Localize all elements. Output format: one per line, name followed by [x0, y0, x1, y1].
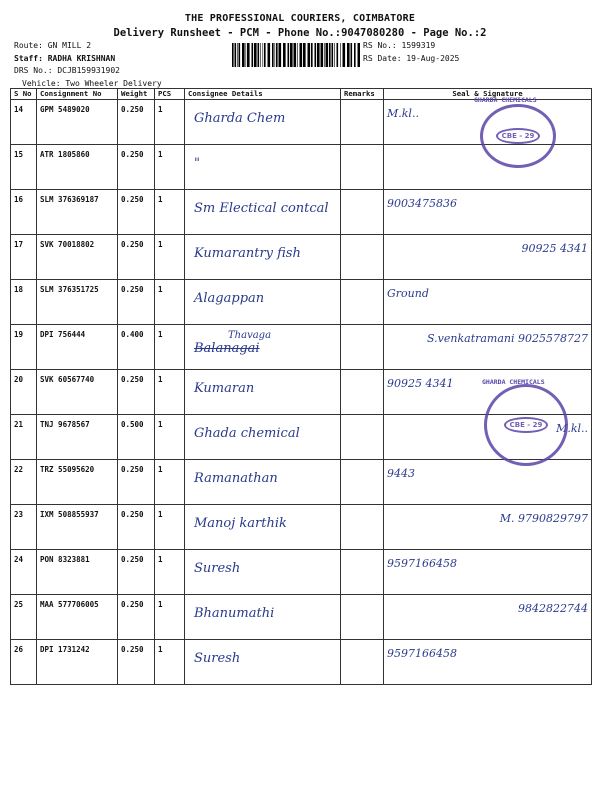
row-signature — [384, 460, 592, 505]
consignee-name: Ramanathan — [194, 471, 278, 486]
barcode-bar — [276, 43, 278, 67]
row-pcs: 1 — [155, 325, 185, 370]
row-consignment-no: DPI 756444 — [37, 325, 118, 370]
col-remarks: Remarks — [341, 89, 384, 100]
barcode-bar — [290, 43, 293, 67]
barcode-bar — [354, 43, 356, 67]
row-pcs: 1 — [155, 370, 185, 415]
row-remarks — [341, 280, 384, 325]
consignee-name: Ghada chemical — [194, 426, 300, 441]
row-consignment-no: IXM 508855937 — [37, 505, 118, 550]
table-row — [11, 280, 592, 325]
row-consignment-no: TRZ 55095620 — [37, 460, 118, 505]
signature-mark: 90925 4341 — [521, 242, 588, 255]
row-pcs: 1 — [155, 460, 185, 505]
row-remarks — [341, 595, 384, 640]
barcode-bar — [347, 43, 350, 67]
barcode-bar — [263, 43, 264, 67]
row-sno: 20 — [11, 370, 37, 415]
row-consignee — [185, 100, 341, 145]
barcode-bar — [326, 43, 329, 67]
row-remarks — [341, 415, 384, 460]
col-weight: Weight — [118, 89, 155, 100]
row-consignee — [185, 325, 341, 370]
row-weight: 0.250 — [118, 280, 155, 325]
row-consignment-no: MAA 577706005 — [37, 595, 118, 640]
row-pcs: 1 — [155, 280, 185, 325]
staff-label: Staff: RADHA KRISHNAN — [14, 53, 116, 63]
row-weight: 0.250 — [118, 190, 155, 235]
row-consignment-no: ATR 1805860 — [37, 145, 118, 190]
row-remarks — [341, 325, 384, 370]
consignee-struck-name: Balanagai — [194, 341, 260, 356]
table-row — [11, 550, 592, 595]
row-remarks — [341, 235, 384, 280]
rs-number: RS No.: 1599319 — [363, 41, 436, 50]
barcode-bar — [275, 43, 276, 67]
runsheet-title: Delivery Runsheet - PCM - Phone No.:9047080280 - Page No.:2 — [113, 27, 487, 39]
row-pcs: 1 — [155, 145, 185, 190]
meta-left — [14, 40, 162, 90]
col-sno: S No — [11, 89, 37, 100]
table-row — [11, 595, 592, 640]
barcode-bar — [297, 43, 298, 67]
row-consignee — [185, 595, 341, 640]
barcode-bar — [337, 43, 339, 67]
row-sno: 18 — [11, 280, 37, 325]
table-row — [11, 325, 592, 370]
signature-mark: 9842822744 — [518, 602, 588, 615]
consignee-name: Sm Electical contcal — [194, 201, 329, 216]
row-remarks — [341, 505, 384, 550]
row-remarks — [341, 370, 384, 415]
signature-mark: 9443 — [387, 467, 415, 480]
signature-mark: 9003475836 — [387, 197, 457, 210]
barcode-bar — [247, 43, 250, 67]
row-consignment-no: SVK 60567740 — [37, 370, 118, 415]
signature-mark: Ground — [387, 287, 429, 300]
row-weight: 0.250 — [118, 640, 155, 685]
row-signature — [384, 280, 592, 325]
signature-mark: 9597166458 — [387, 647, 457, 660]
row-consignee — [185, 145, 341, 190]
row-sno: 21 — [11, 415, 37, 460]
consignee-name: Kumaran — [194, 381, 255, 396]
row-signature — [384, 505, 592, 550]
row-consignee — [185, 550, 341, 595]
row-consignment-no: TNJ 9678567 — [37, 415, 118, 460]
row-pcs: 1 — [155, 100, 185, 145]
row-sno: 17 — [11, 235, 37, 280]
barcode-bar — [264, 43, 266, 67]
barcode-bar — [343, 43, 346, 67]
row-weight: 0.250 — [118, 460, 155, 505]
row-sno: 24 — [11, 550, 37, 595]
barcode-bar — [246, 43, 247, 67]
table-row — [11, 505, 592, 550]
consignee-correction: Thavaga — [228, 330, 272, 341]
row-consignee — [185, 235, 341, 280]
barcode-bar — [232, 43, 234, 67]
drs-label: DRS No.: DCJB159931902 — [14, 66, 120, 75]
meta-right — [363, 40, 459, 65]
row-signature — [384, 550, 592, 595]
row-weight: 0.250 — [118, 595, 155, 640]
company-seal-stamp — [480, 104, 556, 168]
row-consignment-no: GPM 5489020 — [37, 100, 118, 145]
row-weight: 0.250 — [118, 235, 155, 280]
barcode-bar — [334, 43, 335, 67]
row-weight: 0.400 — [118, 325, 155, 370]
row-consignment-no: SLM 376369187 — [37, 190, 118, 235]
row-consignee — [185, 640, 341, 685]
table-row — [11, 190, 592, 235]
signature-mark: M. 9790829797 — [499, 512, 588, 525]
row-consignee — [185, 460, 341, 505]
row-pcs: 1 — [155, 190, 185, 235]
row-pcs: 1 — [155, 415, 185, 460]
row-weight: 0.250 — [118, 550, 155, 595]
signature-mark: M.kl.. — [387, 107, 419, 120]
barcode-bar — [272, 43, 274, 67]
consignee-name: Bhanumathi — [194, 606, 275, 621]
row-sno: 15 — [11, 145, 37, 190]
barcode-bar — [358, 43, 361, 67]
barcode-bar — [242, 43, 245, 67]
barcode-bar — [308, 43, 311, 67]
row-signature — [384, 595, 592, 640]
consignee-name: " — [194, 156, 200, 171]
seal-ring-text-2: GHARDA CHEMICALS — [482, 378, 545, 386]
company-title: THE PROFESSIONAL COURIERS, COIMBATORE — [184, 13, 416, 24]
table-row — [11, 640, 592, 685]
consignee-name: Manoj karthik — [194, 516, 287, 531]
row-consignment-no: SVK 70018802 — [37, 235, 118, 280]
signature-mark: M.kl.. — [556, 422, 588, 435]
consignee-name: Suresh — [194, 651, 241, 666]
col-seal-signature: Seal & Signature — [384, 89, 592, 100]
barcode-bar — [268, 43, 271, 67]
row-remarks — [341, 640, 384, 685]
barcode-bar — [324, 43, 325, 67]
consignee-name: Alagappan — [194, 291, 265, 306]
row-weight: 0.250 — [118, 145, 155, 190]
barcode-bar — [329, 43, 331, 67]
barcode-bar — [321, 43, 324, 67]
row-consignment-no: DPI 1731242 — [37, 640, 118, 685]
col-pcs: PCS — [155, 89, 185, 100]
row-remarks — [341, 145, 384, 190]
barcode-bar — [340, 43, 341, 67]
row-signature — [384, 640, 592, 685]
barcode-bar — [303, 43, 306, 67]
barcode-bar — [311, 43, 313, 67]
barcode-bar — [279, 43, 282, 67]
signature-mark: S.venkatramani 9025578727 — [427, 332, 588, 345]
consignee-name: Suresh — [194, 561, 241, 576]
row-weight: 0.500 — [118, 415, 155, 460]
row-consignee — [185, 505, 341, 550]
row-remarks — [341, 460, 384, 505]
col-consignment: Consignment No — [37, 89, 118, 100]
barcode-bar — [260, 43, 261, 67]
row-sno: 25 — [11, 595, 37, 640]
row-consignment-no: SLM 376351725 — [37, 280, 118, 325]
barcode-bar — [317, 43, 320, 67]
barcode-bar — [235, 43, 237, 67]
consignee-name: Gharda Chem — [194, 111, 286, 126]
barcode-bar — [258, 43, 260, 67]
barcode-bar — [239, 43, 241, 67]
row-remarks — [341, 550, 384, 595]
table-row — [11, 235, 592, 280]
barcode-bar — [294, 43, 297, 67]
company-seal-stamp-2 — [484, 384, 568, 466]
consignee-name: Kumarantry fish — [194, 246, 301, 261]
seal-center: CBE - 29 — [496, 128, 541, 144]
row-sno: 23 — [11, 505, 37, 550]
vehicle-label: Vehicle: Two Wheeler Delivery — [22, 78, 162, 88]
barcode-bar — [288, 43, 290, 67]
row-pcs: 1 — [155, 505, 185, 550]
route-label: Route: GN MILL 2 — [14, 41, 92, 50]
barcode-bar — [283, 43, 286, 67]
barcode-bar — [252, 43, 254, 67]
row-weight: 0.250 — [118, 370, 155, 415]
barcode-bar — [300, 43, 303, 67]
barcode-bar — [351, 43, 353, 67]
row-pcs: 1 — [155, 595, 185, 640]
row-consignment-no: PON 8323881 — [37, 550, 118, 595]
row-sno: 22 — [11, 460, 37, 505]
barcode-bar — [315, 43, 317, 67]
seal-ring-text: GHARDA CHEMICALS — [474, 96, 537, 104]
barcode-image — [232, 43, 360, 67]
row-sno: 16 — [11, 190, 37, 235]
row-signature — [384, 325, 592, 370]
row-consignee — [185, 415, 341, 460]
row-weight: 0.250 — [118, 505, 155, 550]
barcode-bar — [254, 43, 257, 67]
row-sno: 19 — [11, 325, 37, 370]
row-sno: 14 — [11, 100, 37, 145]
row-pcs: 1 — [155, 235, 185, 280]
row-remarks — [341, 100, 384, 145]
delivery-table — [10, 88, 592, 685]
seal-center-2: CBE - 29 — [504, 417, 549, 433]
barcode-bar — [332, 43, 334, 67]
row-signature — [384, 190, 592, 235]
row-consignee — [185, 190, 341, 235]
row-pcs: 1 — [155, 550, 185, 595]
row-signature — [384, 235, 592, 280]
row-weight: 0.250 — [118, 100, 155, 145]
table-row — [11, 460, 592, 505]
signature-mark: 9597166458 — [387, 557, 457, 570]
row-consignee — [185, 370, 341, 415]
row-remarks — [341, 190, 384, 235]
row-consignee — [185, 280, 341, 325]
row-sno: 26 — [11, 640, 37, 685]
signature-mark: 90925 4341 — [387, 377, 454, 390]
rs-date: RS Date: 19-Aug-2025 — [363, 53, 460, 63]
col-consignee: Consignee Details — [185, 89, 341, 100]
row-pcs: 1 — [155, 640, 185, 685]
barcode-bar — [237, 43, 238, 67]
